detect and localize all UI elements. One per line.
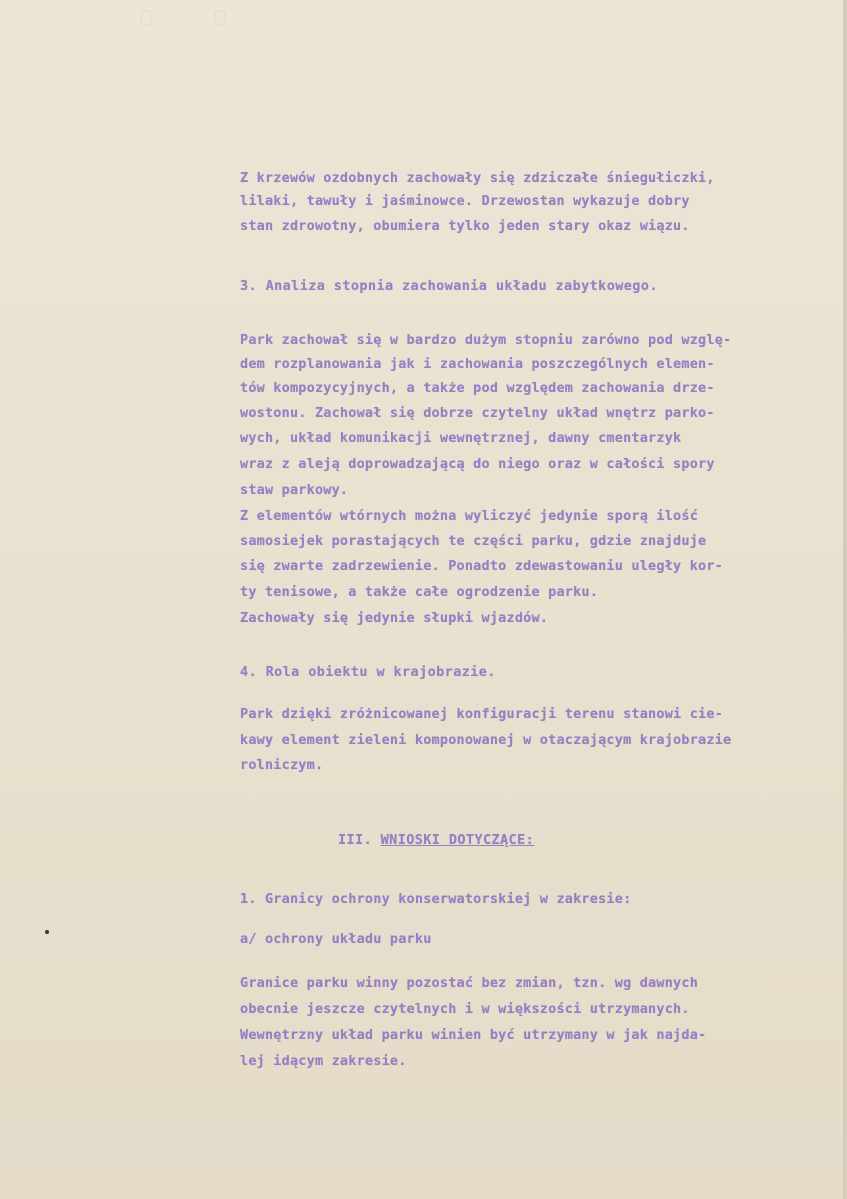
section-heading: 4. Rola obiektu w krajobrazie. — [240, 664, 496, 680]
text-line: Park dzięki zróżnicowanej konfiguracji terenu stanowi cie- — [240, 706, 724, 722]
text-line: Park zachował się w bardzo dużym stopniu zarówno pod wzglę- — [240, 332, 732, 348]
text-line: Wewnętrzny układ parku winien być utrzymany w jak najda- — [240, 1027, 707, 1043]
text-line: samosiejek porastających te części parku, gdzie znajduje — [240, 533, 707, 549]
page-edge — [843, 0, 847, 1199]
text-line: Zachowały się jedynie słupki wjazdów. — [240, 610, 549, 626]
text-line: a/ ochrony układu parku — [240, 931, 432, 947]
chapter-heading: III. WNIOSKI DOTYCZĄCE: — [338, 832, 535, 848]
text-line: Z elementów wtórnych można wyliczyć jedynie sporą ilość — [240, 508, 699, 524]
text-line: lej idącym zakresie. — [240, 1053, 407, 1069]
text-line: kawy element zieleni komponowanej w otaczającym krajobrazie — [240, 732, 732, 748]
text-line: dem rozplanowania jak i zachowania poszczególnych elemen- — [240, 356, 715, 372]
text-line: rolniczym. — [240, 757, 324, 773]
text-line: stan zdrowotny, obumiera tylko jeden stary okaz wiązu. — [240, 218, 690, 234]
text-line: ty tenisowe, a także całe ogrodzenie parku. — [240, 584, 599, 600]
text-line: wraz z aleją doprowadzającą do niego oraz w całości spory — [240, 456, 715, 472]
text-line: obecnie jeszcze czytelnych i w większości utrzymanych. — [240, 1001, 690, 1017]
text-line: tów kompozycyjnych, a także pod względem zachowania drze- — [240, 380, 715, 396]
text-line: lilaki, tawuły i jaśminowce. Drzewostan wykazuje dobry — [240, 193, 690, 209]
text-line: 1. Granicy ochrony konserwatorskiej w zakresie: — [240, 891, 632, 907]
punch-mark — [214, 10, 226, 26]
section-heading: 3. Analiza stopnia zachowania układu zabytkowego. — [240, 278, 658, 294]
text-line: Z krzewów ozdobnych zachowały się zdziczałe śniegułiczki, — [240, 170, 715, 186]
punch-mark — [140, 10, 152, 26]
text-line: się zwarte zadrzewienie. Ponadto zdewastowaniu uległy kor- — [240, 558, 724, 574]
text-line: staw parkowy. — [240, 482, 349, 498]
text-line: wych, układ komunikacji wewnętrznej, dawny cmentarzyk — [240, 430, 682, 446]
chapter-heading-underlined: WNIOSKI DOTYCZĄCE: — [380, 832, 535, 848]
text-line: Granice parku winny pozostać bez zmian, tzn. wg dawnych — [240, 975, 699, 991]
text-line: wostonu. Zachował się dobrze czytelny układ wnętrz parko- — [240, 405, 715, 421]
ink-spot — [45, 930, 49, 934]
